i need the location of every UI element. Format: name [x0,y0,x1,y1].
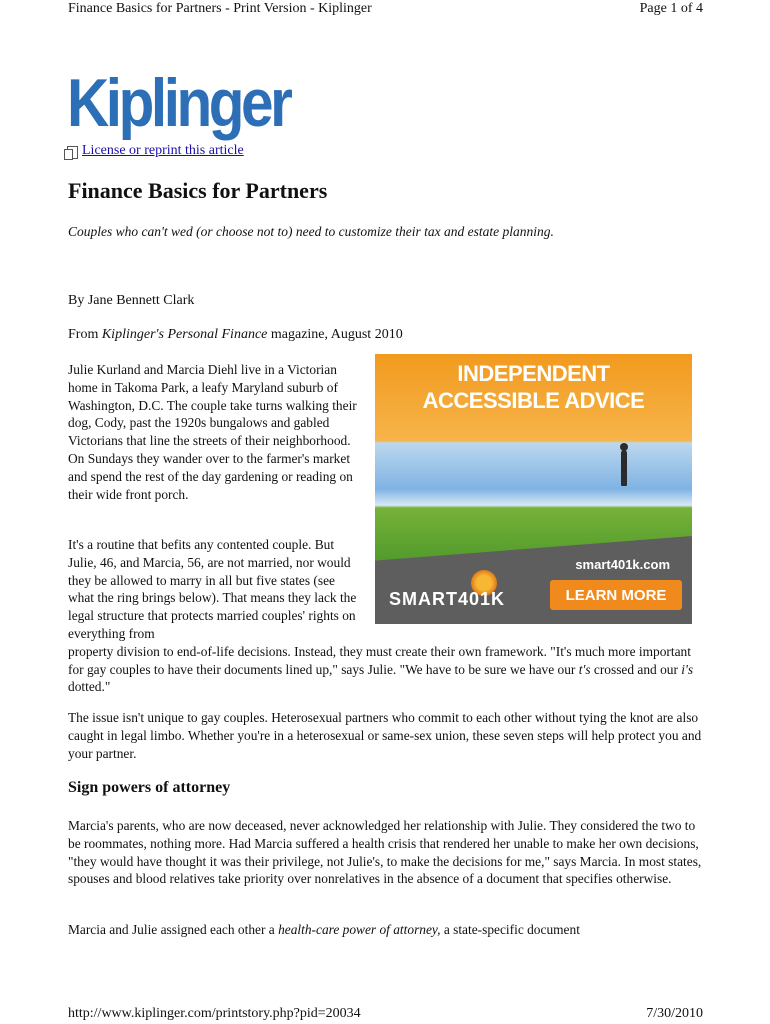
ad-person-figure [621,450,627,486]
ad-learn-more-button[interactable]: LEARN MORE [550,580,682,610]
ad-url: smart401k.com [575,557,670,572]
paragraph-3: The issue isn't unique to gay couples. Heterosexual partners who commit to each other without tying the knot are also caught in legal limbo. Whether you're in a heterosexual or same-sex union, these seven steps will help protect you and your partner. [68,710,702,761]
document-icon [67,146,78,159]
paragraph-2 [68,536,698,696]
source-magazine: Kiplinger's Personal Finance [101,327,268,342]
section-heading: Sign powers of attorney [68,779,231,796]
paragraph-2-text-a: property division to end-of-life decisions. Instead, they must create their own framework. "It's much more important for gay couples to have their documents lined up," says Julie. "We have to be sure we have our [68,643,691,677]
paragraph-5-term: health-care power of attorney, [278,922,441,937]
article-deck: Couples who can't wed (or choose not to) need to customize their tax and estate planning. [68,224,554,239]
paragraph-5-end: a state-specific document [440,922,580,937]
source-suffix: magazine, August 2010 [267,327,403,342]
print-footer-url: http://www.kiplinger.com/printstory.php?pid=20034 [68,1006,361,1021]
source-line [68,327,403,343]
paragraph-2-ts: t's [578,661,591,677]
ad-headline-line1: INDEPENDENT [457,361,610,386]
license-link[interactable]: License or reprint this article [82,143,244,158]
ad-headline [375,360,692,414]
ad-headline-line2: ACCESSIBLE ADVICE [422,388,645,413]
source-prefix: From [68,327,102,342]
paragraph-2-wrapped: It's a routine that befits any contented couple. But Julie, 46, and Marcia, 56, are not married, nor would they be allowed to marry in all but five states (see what the ring brings below). That means they lack the legal structure that protects married couples' rights on everything from [68,537,357,641]
paragraph-4: Marcia's parents, who are now deceased, never acknowledged her relationship with Julie. They considered the two to be roommates, nothing more. Had Marcia suffered a health crisis that rendered her unable to make her own decisions, "they would have thought it was their privilege, not Julie's, to make the decisions for me," says Marcia. In most states, spouses and blood relatives take priority over nonrelatives in the absence of a document that specifies otherwise. [68,818,702,887]
ad-brand: SMART401K [389,589,506,609]
paragraph-2-mid: crossed and our [590,661,682,677]
paragraph-2-end: dotted." [68,679,111,695]
article-title: Finance Basics for Partners [68,178,328,203]
paragraph-5-start: Marcia and Julie assigned each other a [68,922,279,937]
byline: By Jane Bennett Clark [68,293,195,308]
print-page-number: Page 1 of 4 [639,1,703,16]
print-footer-date: 7/30/2010 [646,1006,703,1021]
paragraph-1: Julie Kurland and Marcia Diehl live in a Victorian home in Takoma Park, a leafy Maryland suburb of Washington, D.C. The couple take turns walking their dog, Cody, past the 1920s bungalows and gabled Victorians that line the streets of their neighborhood. On Sundays they wander over to the farmer's market and spend the rest of the day gardening or reading on their wide front porch. [68,362,357,502]
paragraph-2-is: i's [681,661,694,677]
license-reprint[interactable] [67,143,244,159]
kiplinger-logo[interactable]: Kiplinger [67,65,290,141]
paragraph-5 [68,921,708,939]
print-header-title: Finance Basics for Partners - Print Version - Kiplinger [68,1,372,16]
